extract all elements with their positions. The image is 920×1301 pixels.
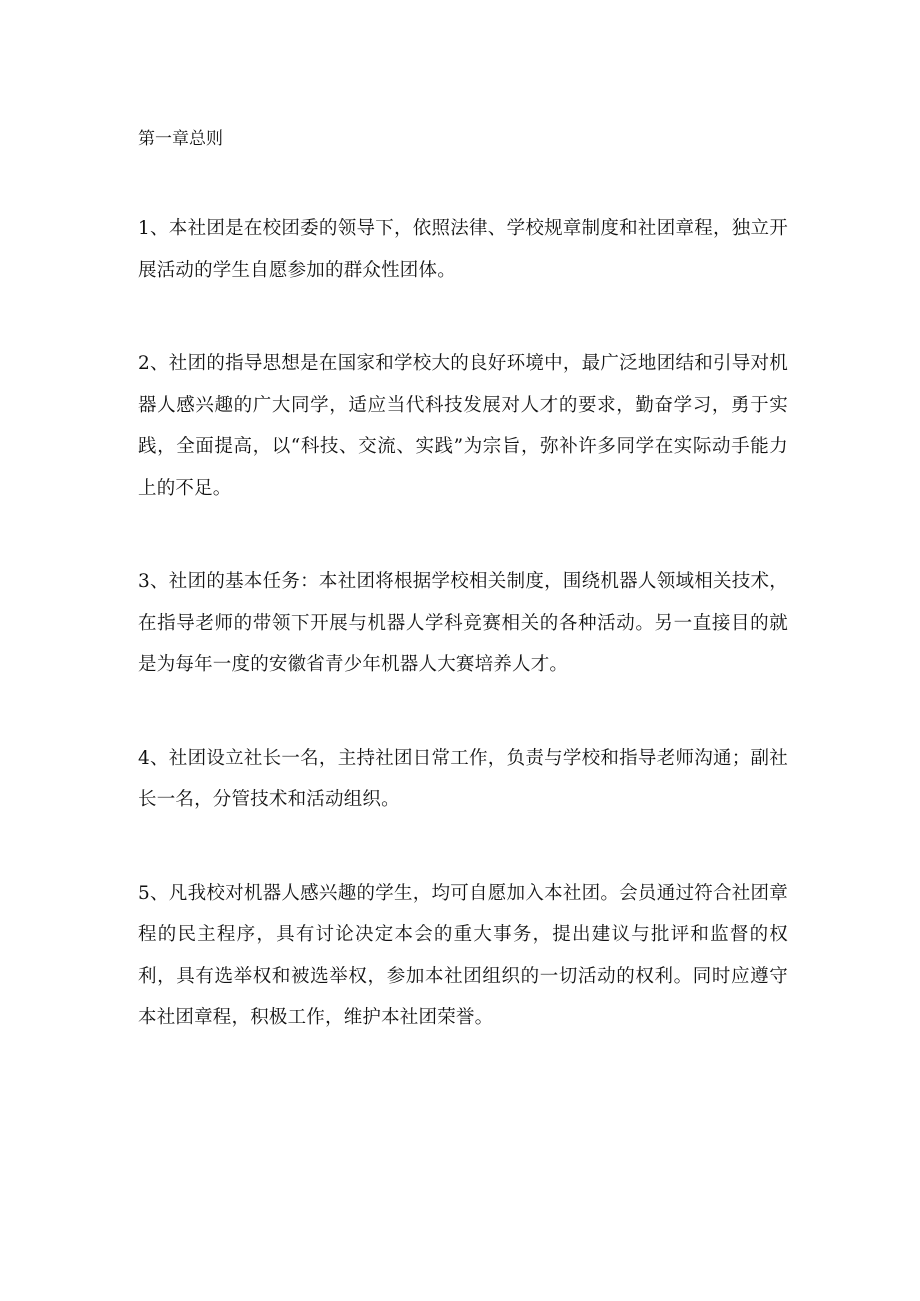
clause-5: 5、凡我校对机器人感兴趣的学生，均可自愿加入本社团。会员通过符合社团章程的民主程序，具有讨论决定本会的重大事务，提出建议与批评和监督的权利，具有选举权和被选举权，参加本社团组织的一切活动的权利。同时应遵守本社团章程，积极工作，维护本社团荣誉。 (138, 882, 788, 1028)
clause-1: 1、本社团是在校团委的领导下，依照法律、学校规章制度和社团章程，独立开展活动的学生自愿参加的群众性团体。 (138, 218, 788, 281)
document-page (138, 118, 788, 1091)
clause-2: 2、社团的指导思想是在国家和学校大的良好环境中，最广泛地团结和引导对机器人感兴趣的广大同学，适应当代科技发展对人才的要求，勤奋学习，勇于实践，全面提高，以“科技、交流、实践”为宗旨，弥补许多同学在实际动手能力上的不足。 (138, 353, 788, 499)
clause-4: 4、社团设立社长一名，主持社团日常工作，负责与学校和指导老师沟通；副社长一名，分管技术和活动组织。 (138, 747, 788, 810)
chapter-title: 第一章总则 (138, 129, 223, 149)
clause-3: 3、社团的基本任务：本社团将根据学校相关制度，围绕机器人领域相关技术，在指导老师的带领下开展与机器人学科竞赛相关的各种活动。另一直接目的就是为每年一度的安徽省青少年机器人大赛培养人才。 (138, 571, 788, 675)
